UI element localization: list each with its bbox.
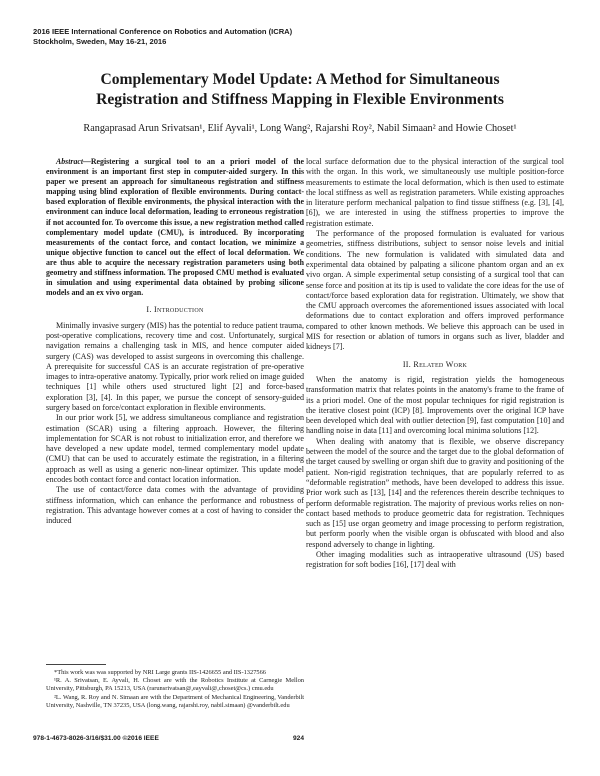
page-number: 924 <box>293 735 305 742</box>
conference-name: 2016 IEEE International Conference on Robotics and Automation (ICRA) <box>33 27 293 36</box>
title-line-1: Complementary Model Update: A Method for Simultaneous <box>100 71 500 88</box>
right-column <box>306 157 564 571</box>
author-list: Rangaprasad Arun Srivatsan¹, Elif Ayvali¹, Long Wang², Rajarshi Roy², Nabil Simaan² and Howie Choset¹ <box>83 123 517 134</box>
paper-title <box>40 70 560 110</box>
title-line-2: Registration and Stiffness Mapping in Flexible Environments <box>96 91 504 108</box>
conference-location: Stockholm, Sweden, May 16-21, 2016 <box>33 37 167 46</box>
paragraph: The performance of the proposed formulation is evaluated for various geometries, stiffness distributions, subject to sensor noise levels and initial conditions. The new formulation is validated with simulated data and experimental data obtained by palpating a silicone phantom organ and an ex vivo organ. A simple experimental setup consisting of a surgical tool that can sense force and position at its tip is used to validate the core ideas for the use of contact/force based exploration data for registration. Ultimately, we show that the CMU approach overcomes the aforementioned issues associated with local deformations due to contact exploration and offers improved performance compared to other known methods. We believe this approach can be used in MIS for resection or ablation of tumors in organs such as liver, bladder and kidneys [7]. <box>306 229 564 352</box>
paragraph: When the anatomy is rigid, registration yields the homogeneous transformation matrix that relates points in the anatomy's frame to the frame of its a priori model. One of the most popular techniques for rigid registration is the iterative closest point (ICP) [8]. Improvements over the original ICP have been developed which deal with outlier detection [9], fast computation [10] and handling noise in data [11] and overcoming local minima solutions [12]. <box>306 374 564 436</box>
abstract <box>46 157 304 298</box>
paragraph: The use of contact/force data comes with the advantage of providing stiffness information, which can enhance the performance and robustness of registration. This advantage however comes at a cost of having to consider the induced <box>46 485 304 526</box>
footnotes <box>46 669 304 710</box>
footnote-affiliation-cmu: ¹R. A. Srivatsan, E. Ayvali, H. Choset are with the Robotics Institute at Carnegie Mellon University, Pittsburgh, PA 15213, USA (rarunsrivatsan@,eayvali@,choset@cs.) cmu.edu <box>46 677 304 693</box>
section-heading-introduction: I. Introduction <box>146 305 204 315</box>
footnote-rule <box>46 664 106 665</box>
abstract-text: —Registering a surgical tool to an a priori model of the environment is an important first step in computer-aided surgery. In this paper we present an approach for simultaneous registration and stiffness mapping using blind exploration of flexible environments. During contact-based exploration of flexible environments, the physical interaction with the environment can induce local deformation, leading to erroneous registration if not accounted for. To overcome this issue, a new registration method called complementary model update (CMU), is introduced. By incorporating measurements of the contact force, and contact location, we minimize a unique objective function to cancel out the effect of local deformation. We are thus able to acquire the necessary registration parameters using both geometry and stiffness information. The proposed CMU method is evaluated in simulation and using experimental data obtained by probing silicone models and an ex vivo organ. <box>46 157 304 298</box>
paragraph: In our prior work [5], we address simultaneous compliance and registration estimation (SCAR) using a filtering approach. However, the filtering implementation for SCAR is not robust to initialization error, and therefore we have developed a new update model, termed complementary model update (CMU) that can be used to accurately estimate the registration, in a filtering approach as well as using a generic non-linear optimizer. This update model encodes both contact force and contact location information. <box>46 413 304 485</box>
paragraph: When dealing with anatomy that is flexible, we observe discrepancy between the model of the source and the target due to the global deformation of the target caused by swelling or organ shift due to gravity and positioning of the patient. Non-rigid registration techniques, that are popularly referred to as “deformable registration” methods, have been developed to address this issue. Prior work such as [13], [14] and the references therein describe techniques to perform deformable registration. The majority of previous works relies on non-contact based methods to produce geometric data for registration. Techniques such as [15] use organ geometry and image processing to perform registration, but perform poorly when the visible organ is obfuscated with blood and also respond adversely to change in lighting. <box>306 436 564 549</box>
isbn-copyright: 978-1-4673-8026-3/16/$31.00 ©2016 IEEE <box>33 735 159 742</box>
paragraph: Other imaging modalities such as intraoperative ultrasound (US) based registration for soft bodies [16], [17] deal with <box>306 549 564 570</box>
left-column <box>46 157 304 527</box>
paragraph: local surface deformation due to the physical interaction of the surgical tool with the organ. In this work, we simultaneously use multiple position-force measurements to estimate the local deformation, which is then used to estimate the local stiffness as well as registration parameters. While existing approaches in literature perform mechanical palpation to find tissue stiffness (e.g. [3], [4], [6]), we are interested in using the stiffness properties to improve the registration estimate. <box>306 157 564 228</box>
footnote-affiliation-vanderbilt: ²L. Wang, R. Roy and N. Simaan are with the Department of Mechanical Engineering, Vanderbilt University, Nashville, TN 37235, USA (long.wang, rajarshi.roy, nabil.simaan) @vanderbilt.edu <box>46 693 304 709</box>
section-heading-related-work: II. Related Work <box>402 359 468 369</box>
abstract-lead: Abstract <box>56 157 84 166</box>
footnote-funding: *This work was was supported by NRI Large grants IIS-1426655 and IIS-1327566 <box>54 669 266 676</box>
conference-header <box>33 27 333 47</box>
paragraph: Minimally invasive surgery (MIS) has the potential to reduce patient trauma, post-operative complications, recovery time and cost. Unfortunately, surgical navigation remains a challenging task in MIS, and hence computer aided surgery (CAS) was developed to assist surgeons in overcoming this challenge. A prerequisite for successful CAS is an accurate registration of pre-operative images to intra-operative anatomy. Typically, prior work relied on image guided techniques [1] while others used structured light [2] and force-based exploration [3], [4]. In this paper, we pursue the concept of sensory-guided surgery based on force/contact exploration in flexible environments. <box>46 320 304 412</box>
